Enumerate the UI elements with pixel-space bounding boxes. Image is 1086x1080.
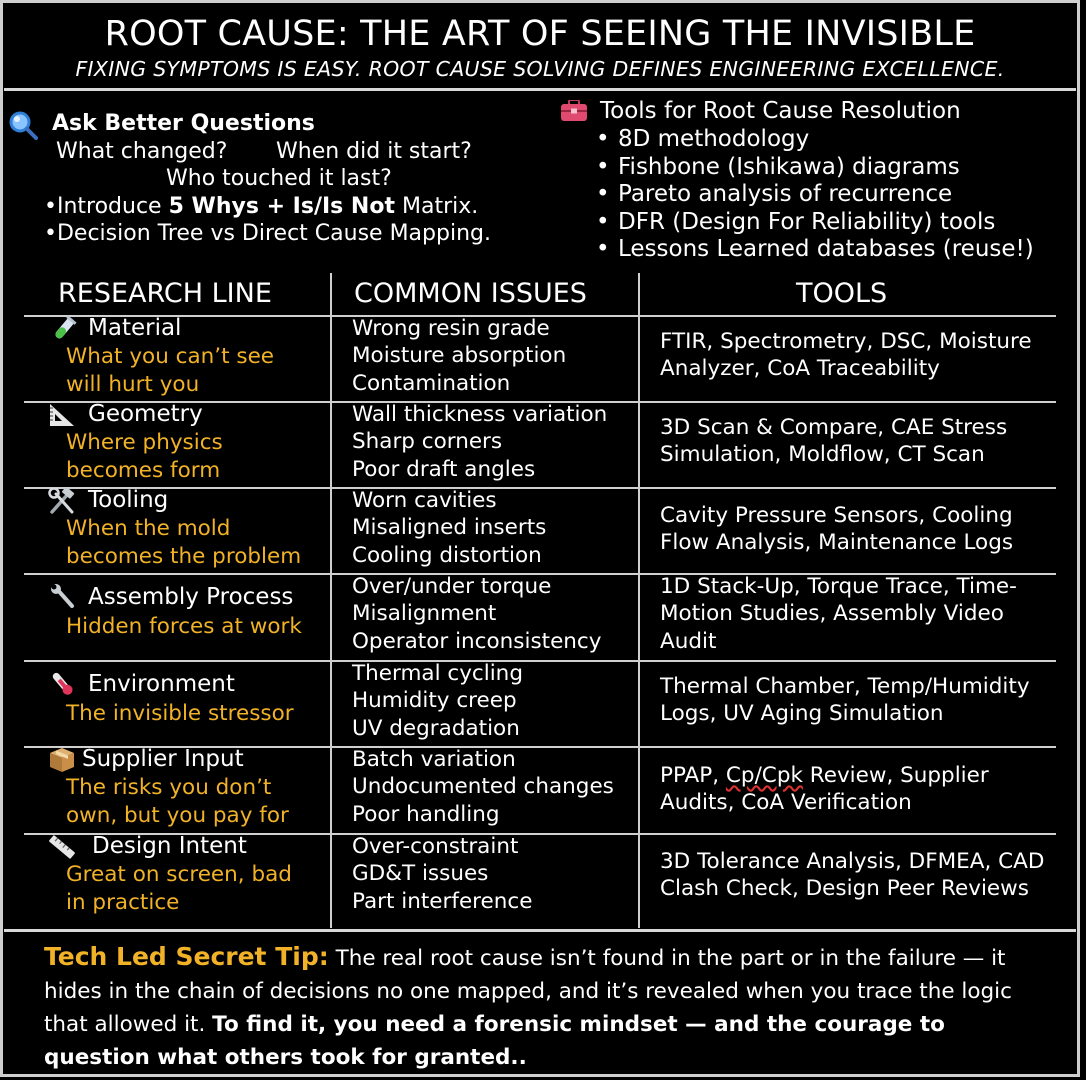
page-subtitle: FIXING SYMPTOMS IS EASY. ROOT CAUSE SOLVING DEFINES ENGINEERING EXCELLENCE. bbox=[75, 57, 1005, 81]
tools-heading-text: Tools for Root Cause Resolution bbox=[600, 98, 961, 124]
tip-text: The real root cause isn’t found in the part or in the failure — it hides in the chain of decisions no one mapped, and it’s revealed when you trace the logic that allowed it. bbox=[44, 946, 1012, 1037]
table-row bbox=[24, 486, 1056, 572]
common-issues-cell: Batch variation Undocumented changes Poor handling bbox=[352, 747, 614, 827]
tools-cell-pre: PPAP, bbox=[660, 763, 726, 788]
research-line-subtitle: Where physics becomes form bbox=[66, 430, 223, 483]
root-cause-table bbox=[24, 273, 1056, 929]
top-divider bbox=[4, 88, 1076, 91]
research-line-title: Tooling bbox=[88, 487, 169, 513]
thermometer-icon bbox=[48, 671, 76, 697]
tip-bold-text: To find it, you need a forensic mindset — and the courage to question what others took for granted.. bbox=[44, 1012, 945, 1070]
tools-list-item: • Pareto analysis of recurrence bbox=[558, 181, 1078, 209]
tools-cell bbox=[660, 762, 1052, 817]
table-row bbox=[24, 314, 1056, 400]
tools-cell-post: Review, Supplier Audits, CoA Verification bbox=[660, 763, 989, 816]
toolbox-icon bbox=[560, 100, 588, 122]
common-issues-cell: Wrong resin grade Moisture absorption Contamination bbox=[352, 316, 567, 396]
research-line-title: Design Intent bbox=[92, 833, 247, 859]
page-title: ROOT CAUSE: THE ART OF SEEING THE INVISIBLE bbox=[104, 14, 976, 54]
bullet-five-whys-bold: 5 Whys + Is/Is Not bbox=[168, 194, 395, 219]
bullet-decision-tree: •Decision Tree vs Direct Cause Mapping. bbox=[44, 221, 491, 246]
tools-cell: 1D Stack-Up, Torque Trace, Time- Motion Studies, Assembly Video Audit bbox=[660, 574, 1017, 654]
common-issues-cell: Wall thickness variation Sharp corners Poor draft angles bbox=[352, 402, 608, 482]
tools-cell: 3D Scan & Compare, CAE Stress Simulation, Moldflow, CT Scan bbox=[660, 415, 1008, 468]
hammer-wrench-icon bbox=[48, 488, 76, 514]
bullet-five-whys-pre: •Introduce bbox=[44, 194, 169, 219]
common-issues-cell: Thermal cycling Humidity creep UV degradation bbox=[352, 661, 523, 741]
research-line-subtitle: Hidden forces at work bbox=[66, 614, 302, 639]
tools-cell-cpk: Cp/Cpk bbox=[725, 763, 803, 788]
tools-heading bbox=[558, 96, 1078, 126]
question-what-changed: What changed? bbox=[56, 139, 228, 164]
bullet-five-whys bbox=[44, 193, 478, 220]
tools-list-item: • DFR (Design For Reliability) tools bbox=[558, 209, 1078, 237]
table-row bbox=[24, 400, 1056, 486]
table-row bbox=[24, 832, 1056, 918]
common-issues-cell: Over/under torque Misalignment Operator inconsistency bbox=[352, 574, 602, 654]
table-row bbox=[24, 659, 1056, 745]
bullet-five-whys-post: Matrix. bbox=[394, 194, 479, 219]
common-issues-cell: Over-constraint GD&T issues Part interference bbox=[352, 834, 533, 914]
research-line-title: Assembly Process bbox=[88, 584, 294, 610]
tools-cell: 3D Tolerance Analysis, DFMEA, CAD Clash Check, Design Peer Reviews bbox=[660, 849, 1045, 902]
package-icon bbox=[48, 747, 76, 773]
tools-list-item: • 8D methodology bbox=[558, 126, 1078, 154]
secret-tip bbox=[44, 940, 1054, 1074]
tools-cell: FTIR, Spectrometry, DSC, Moisture Analyzer, CoA Traceability bbox=[660, 329, 1032, 382]
research-line-title: Geometry bbox=[88, 401, 203, 427]
research-line-title: Environment bbox=[88, 671, 235, 697]
table-row bbox=[24, 572, 1056, 658]
col-header-research-line: RESEARCH LINE bbox=[58, 278, 272, 309]
research-line-title: Supplier Input bbox=[82, 746, 244, 772]
question-who-touched: Who touched it last? bbox=[166, 166, 392, 191]
triangle-ruler-icon bbox=[48, 402, 76, 428]
tools-list-item: • Fishbone (Ishikawa) diagrams bbox=[558, 154, 1078, 182]
tools-resolution-section bbox=[558, 96, 1078, 264]
bottom-divider bbox=[4, 929, 1076, 932]
ask-heading: Ask Better Questions bbox=[52, 111, 315, 136]
test-tube-icon bbox=[50, 316, 78, 342]
tools-list bbox=[558, 126, 1078, 264]
tools-list-item: • Lessons Learned databases (reuse!) bbox=[558, 236, 1078, 264]
research-line-subtitle: The invisible stressor bbox=[66, 701, 294, 726]
tools-cell: Thermal Chamber, Temp/Humidity Logs, UV Aging Simulation bbox=[660, 674, 1030, 727]
col-header-tools: TOOLS bbox=[796, 278, 888, 309]
research-line-subtitle: Great on screen, bad in practice bbox=[66, 862, 292, 915]
research-line-subtitle: What you can’t see will hurt you bbox=[66, 344, 275, 397]
common-issues-cell: Worn cavities Misaligned inserts Cooling distortion bbox=[352, 488, 547, 568]
wrench-icon bbox=[50, 584, 78, 610]
ruler-icon bbox=[48, 834, 76, 860]
tip-label: Tech Led Secret Tip: bbox=[44, 942, 329, 971]
tools-cell: Cavity Pressure Sensors, Cooling Flow Analysis, Maintenance Logs bbox=[660, 503, 1014, 556]
research-line-title: Material bbox=[88, 315, 182, 341]
research-line-subtitle: When the mold becomes the problem bbox=[66, 516, 302, 569]
question-when-start: When did it start? bbox=[276, 139, 472, 164]
table-row bbox=[24, 745, 1056, 831]
research-line-subtitle: The risks you don’t own, but you pay for bbox=[66, 775, 289, 828]
col-header-common-issues: COMMON ISSUES bbox=[354, 278, 587, 309]
